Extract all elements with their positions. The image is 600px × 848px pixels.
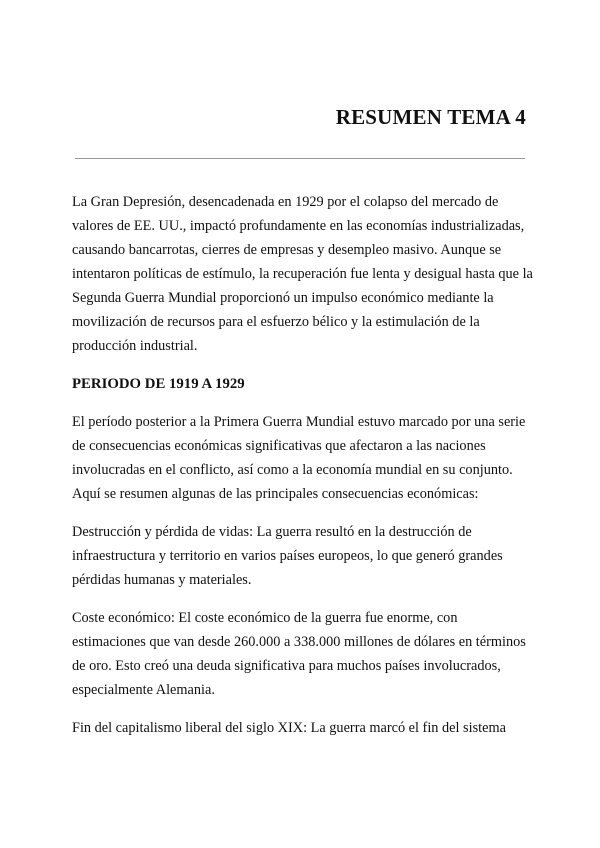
page-title: RESUMEN TEMA 4 [335,105,526,129]
text-line: causando bancarrotas, cierres de empresas y desempleo masivo. Aunque se [72,242,502,258]
text-line: Coste económico: El coste económico de la guerra fue enorme, con [72,610,458,626]
title-divider [75,158,525,159]
text-line: Segunda Guerra Mundial proporcionó un impulso económico mediante la [72,290,494,306]
text-line: infraestructura y territorio en varios países europeos, lo que generó grandes [72,548,503,564]
text-line: Fin del capitalismo liberal del siglo XIX: La guerra marcó el fin del sistema [72,720,506,736]
text-line: de consecuencias económicas significativas que afectaron a las naciones [72,438,486,454]
section-paragraph [72,606,534,702]
section-heading: PERIODO DE 1919 A 1929 [72,376,245,392]
text-line: intentaron políticas de estímulo, la recuperación fue lenta y desigual hasta que la [72,266,533,282]
text-line: producción industrial. [72,338,198,354]
text-line: involucradas en el conflicto, así como a la economía mundial en su conjunto. [72,462,513,478]
text-line: pérdidas humanas y materiales. [72,572,252,588]
text-line: estimaciones que van desde 260.000 a 338.000 millones de dólares en términos [72,634,526,650]
text-line: La Gran Depresión, desencadenada en 1929 por el colapso del mercado de [72,194,499,210]
text-line: El período posterior a la Primera Guerra Mundial estuvo marcado por una serie [72,414,526,430]
section-paragraph [72,716,534,740]
text-line: Aquí se resumen algunas de las principales consecuencias económicas: [72,486,479,502]
text-line: valores de EE. UU., impactó profundamente en las economías industrializadas, [72,218,525,234]
section-paragraph [72,520,534,592]
text-line: Destrucción y pérdida de vidas: La guerra resultó en la destrucción de [72,524,472,540]
section-paragraph [72,410,534,506]
text-line: de oro. Esto creó una deuda significativa para muchos países involucrados, [72,658,501,674]
document-body [72,190,534,740]
text-line: especialmente Alemania. [72,682,215,698]
text-line: movilización de recursos para el esfuerzo bélico y la estimulación de la [72,314,480,330]
intro-paragraph [72,190,534,358]
